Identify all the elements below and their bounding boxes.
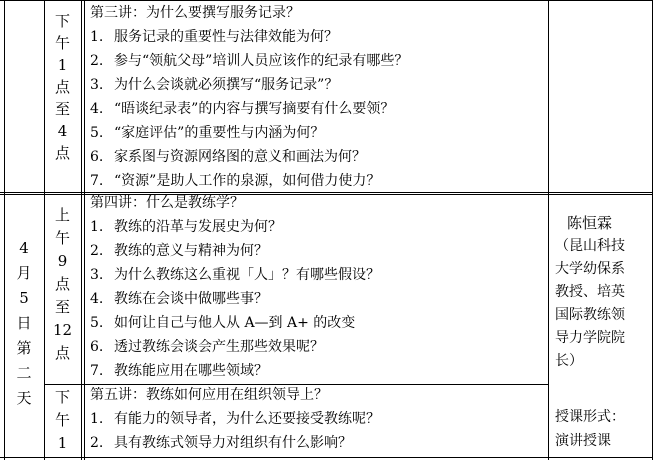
lecture-item: [90, 410, 380, 428]
item-number: 7.: [90, 363, 104, 379]
item-text: 教练在会谈中做哪些事？: [114, 291, 268, 307]
item-number: 2.: [90, 53, 104, 69]
item-text: 为什么教练这么重视「人」？有哪些假设？: [114, 267, 380, 283]
time-char: 上: [54, 206, 70, 224]
row-divider: [44, 384, 548, 385]
lecture-title: 第四讲：什么是教练学？: [90, 195, 244, 211]
item-number: 5.: [90, 125, 104, 141]
item-text: 为什么会谈就必须撰写“服务记录”？: [114, 77, 339, 93]
lecture-format-label: 授课形式：: [555, 409, 625, 425]
lecture-item: [90, 290, 268, 308]
time-char: 4: [57, 122, 68, 140]
item-text: “家庭评估”的重要性与内涵为何？: [114, 125, 325, 141]
time-char: 点: [54, 275, 70, 293]
item-number: 6.: [90, 339, 104, 355]
item-text: 透过教练会谈会产生那些效果呢？: [114, 339, 324, 355]
lecture-item: [90, 362, 268, 380]
speaker-bio-line: 国际教练领: [555, 307, 625, 323]
speaker-bio-line: （昆山科技: [555, 238, 625, 254]
time-char: 点: [54, 344, 70, 362]
time-char: 午: [54, 411, 70, 429]
lecture-item: [90, 124, 324, 142]
item-text: 服务记录的重要性与法律效能为何？: [114, 29, 338, 45]
date-char: 二: [16, 364, 32, 382]
lecture-item: [90, 218, 282, 236]
lecture-item: [90, 314, 355, 332]
speaker-bio-line: 教授、培英: [555, 284, 625, 300]
item-number: 3.: [90, 77, 104, 93]
item-number: 1.: [90, 219, 104, 235]
lecture-item: [90, 266, 380, 284]
time-char: 1: [57, 434, 68, 452]
item-text: 参与“领航父母”培训人员应该作的纪录有哪些？: [114, 53, 409, 69]
date-char: 4: [19, 239, 29, 257]
column-divider: [548, 0, 549, 460]
item-number: 4.: [90, 101, 104, 117]
item-text: 教练能应用在哪些领域？: [114, 363, 268, 379]
speaker-info: [555, 212, 647, 449]
time-char: 午: [54, 229, 70, 247]
date-char: 月: [16, 264, 32, 282]
lecture-item: [90, 100, 394, 118]
time-char: 至: [54, 298, 70, 316]
item-text: 具有教练式领导力对组织有什么影响？: [114, 435, 352, 451]
speaker-bio-line: 长）: [555, 353, 583, 369]
item-number: 3.: [90, 267, 104, 283]
lecture-item: [90, 338, 324, 356]
speaker-bio-line: 大学幼保系: [555, 261, 625, 277]
date-char: 5: [19, 289, 29, 307]
lecture-item: [90, 172, 380, 190]
lecture-item: [90, 28, 338, 46]
time-char: 点: [54, 144, 70, 162]
session-time-morning: [44, 204, 81, 365]
speaker-name: 陈恒霖: [567, 214, 613, 232]
date-char: 第: [16, 339, 32, 357]
time-char: 下: [54, 388, 70, 406]
session-time-afternoon: [44, 386, 81, 455]
day-label: [4, 236, 44, 411]
item-number: 4.: [90, 291, 104, 307]
lecture-item: [90, 242, 268, 260]
item-text: 如何让自己与他人从 A—到 A+ 的改变: [114, 315, 356, 331]
item-number: 1.: [90, 411, 104, 427]
item-number: 5.: [90, 315, 104, 331]
item-text: 家系图与资源网络图的意义和画法为何？: [114, 149, 366, 165]
column-divider: [84, 0, 85, 460]
item-text: 教练的沿革与发展史为何？: [114, 219, 282, 235]
time-char: 9: [57, 252, 68, 270]
time-char: 1: [57, 56, 68, 74]
lecture-item: [90, 76, 338, 94]
item-text: “资源”是助人工作的泉源，如何借力使力？: [114, 173, 381, 189]
row-divider: [0, 0, 653, 1]
time-char: 午: [54, 34, 70, 52]
item-number: 7.: [90, 173, 104, 189]
item-text: 有能力的领导者，为什么还要接受教练呢？: [114, 411, 380, 427]
session-time-afternoon: [44, 10, 81, 164]
item-text: 教练的意义与精神为何？: [114, 243, 268, 259]
time-char: 12: [52, 321, 73, 339]
lecture-title: 第五讲：教练如何应用在组织领导上？: [90, 387, 328, 403]
lecture-format-value: 演讲授课: [555, 433, 611, 449]
date-char: 天: [16, 389, 32, 407]
item-text: “晤谈纪录表”的内容与撰写摘要有什么要领？: [114, 101, 395, 117]
speaker-bio-line: 导力学院院: [555, 330, 625, 346]
lecture-title: 第三讲：为什么要撰写服务记录？: [90, 5, 300, 21]
row-divider: [0, 457, 653, 458]
row-divider: [0, 192, 653, 193]
lecture-item: [90, 148, 366, 166]
time-char: 点: [54, 78, 70, 96]
item-number: 1.: [90, 29, 104, 45]
item-number: 6.: [90, 149, 104, 165]
item-number: 2.: [90, 435, 104, 451]
lecture-item: [90, 52, 408, 70]
column-divider: [81, 0, 82, 460]
lecture-item: [90, 434, 352, 452]
date-char: 日: [16, 314, 32, 332]
time-char: 下: [54, 12, 70, 30]
time-char: 至: [54, 100, 70, 118]
item-number: 2.: [90, 243, 104, 259]
